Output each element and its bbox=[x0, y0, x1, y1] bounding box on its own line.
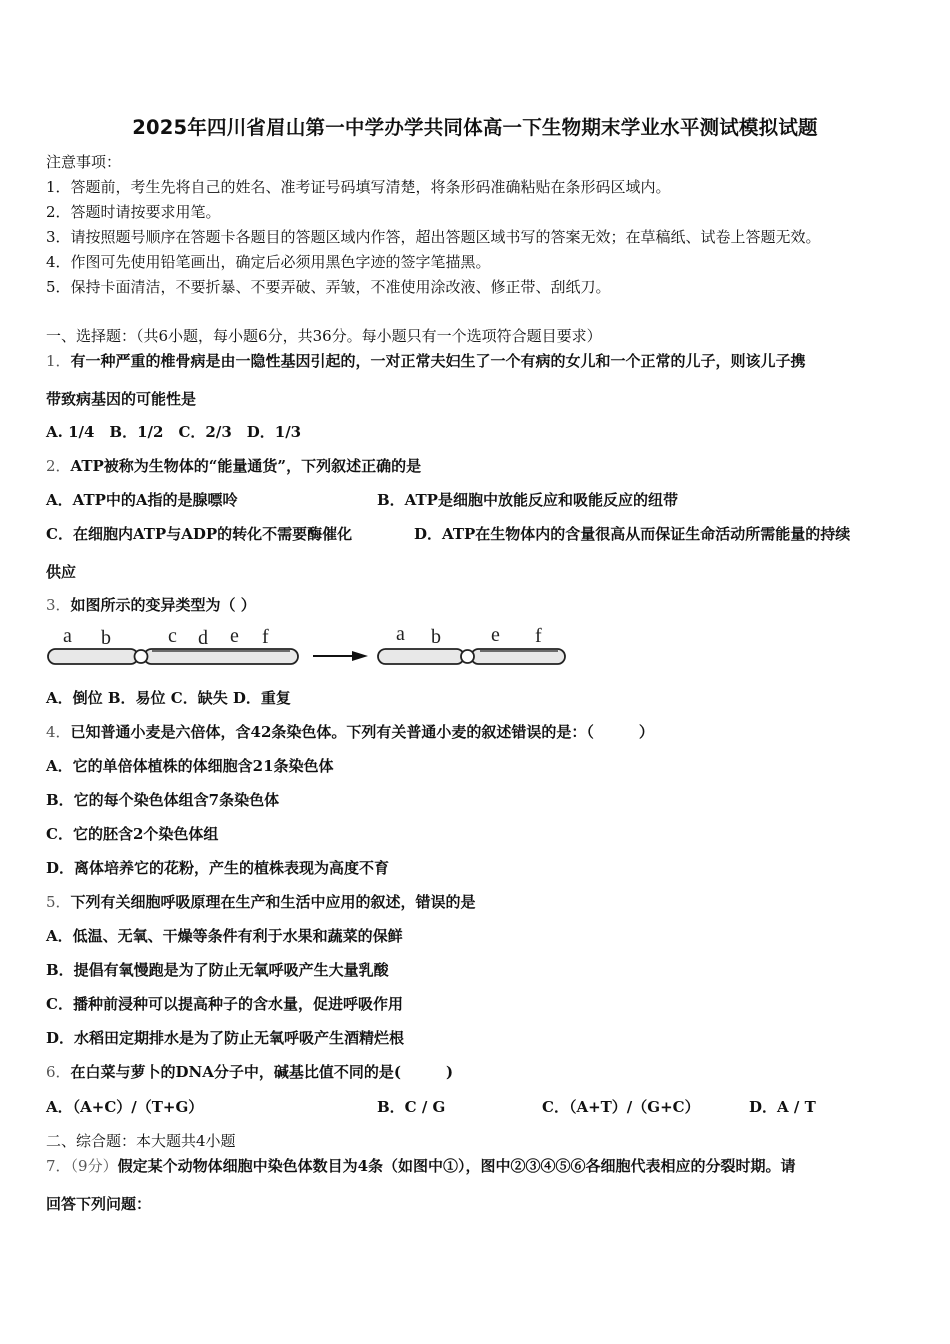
option-d: D．A / T bbox=[749, 1098, 816, 1116]
question-number: 3． bbox=[46, 596, 71, 614]
gene-label: b bbox=[101, 627, 111, 649]
question-number: 1． bbox=[46, 352, 71, 370]
question-stem: ATP被称为生物体的“能量通货”，下列叙述正确的是 bbox=[70, 457, 422, 475]
gene-label: f bbox=[262, 626, 269, 648]
option-c: C．在细胞内ATP与ADP的转化不需要酶催化 bbox=[46, 525, 353, 543]
option-a: A．（A+C）/（T+G） bbox=[46, 1098, 204, 1116]
question-3 bbox=[46, 595, 256, 615]
question-points: （9分） bbox=[70, 1157, 118, 1175]
notice-item: 2．答题时请按要求用笔。 bbox=[46, 203, 221, 221]
gene-label: a bbox=[396, 623, 405, 645]
question-stem: 在白菜与萝卜的DNA分子中，碱基比值不同的是( ) bbox=[70, 1063, 454, 1081]
arrow-icon bbox=[313, 651, 368, 661]
question-number: 2． bbox=[46, 457, 71, 475]
notice-item: 4．作图可先使用铅笔画出，确定后必须用黑色字迹的签字笔描黑。 bbox=[46, 253, 491, 271]
option-a: A．它的单倍体植株的体细胞含21条染色体 bbox=[46, 757, 334, 775]
gene-label: a bbox=[63, 625, 72, 647]
question-stem: 有一种严重的椎骨病是由一隐性基因引起的，一对正常夫妇生了一个有病的女儿和一个正常的儿子，则该儿子携 bbox=[70, 352, 806, 370]
notice-item: 3．请按照题号顺序在答题卡各题目的答题区域内作答，超出答题区域书写的答案无效；在草稿纸、试卷上答题无效。 bbox=[46, 228, 821, 246]
question-number: 4． bbox=[46, 723, 71, 741]
option-d: D．水稻田定期排水是为了防止无氧呼吸产生酒精烂根 bbox=[46, 1029, 405, 1047]
gene-label: e bbox=[491, 624, 500, 646]
gene-label: c bbox=[168, 625, 177, 647]
question-stem: 已知普通小麦是六倍体，含42条染色体。下列有关普通小麦的叙述错误的是：（ ） bbox=[70, 723, 654, 741]
option-c: C．（A+T）/（G+C） bbox=[542, 1098, 700, 1116]
option-a: A．低温、无氧、干燥等条件有利于水果和蔬菜的保鲜 bbox=[46, 927, 403, 945]
notice-item: 5．保持卡面清洁，不要折暴、不要弄破、弄皱，不准使用涂改液、修正带、刮纸刀。 bbox=[46, 278, 611, 296]
gene-label: d bbox=[198, 627, 208, 649]
option-b: B．提倡有氧慢跑是为了防止无氧呼吸产生大量乳酸 bbox=[46, 961, 389, 979]
gene-label: b bbox=[431, 626, 441, 648]
option-b: B．ATP是细胞中放能反应和吸能反应的纽带 bbox=[377, 491, 678, 509]
question-stem-continued: 带致病基因的可能性是 bbox=[46, 390, 197, 408]
notice-item: 1．答题前，考生先将自己的姓名、准考证号码填写清楚，将条形码准确粘贴在条形码区域内。 bbox=[46, 178, 671, 196]
question-7 bbox=[46, 1156, 796, 1176]
question-2 bbox=[46, 456, 421, 476]
section-heading: 二、综合题：本大题共4小题 bbox=[46, 1132, 236, 1150]
question-options: A. 1/4 B．1/2 C．2/3 D．1/3 bbox=[46, 423, 302, 441]
question-number: 5． bbox=[46, 893, 71, 911]
question-stem: 假定某个动物体细胞中染色体数目为4条（如图中①），图中②③④⑤⑥各细胞代表相应的分裂时期。请 bbox=[117, 1157, 796, 1175]
gene-label: e bbox=[230, 625, 239, 647]
option-b: B．C / G bbox=[377, 1098, 446, 1116]
option-c: C．它的胚含2个染色体组 bbox=[46, 825, 219, 843]
option-a: A．ATP中的A指的是腺嘌呤 bbox=[46, 491, 238, 509]
exam-title: 2025年四川省眉山第一中学办学共同体高一下生物期末学业水平测试模拟试题 bbox=[132, 116, 818, 139]
question-number: 7． bbox=[46, 1157, 71, 1175]
option-b: B．它的每个染色体组含7条染色体 bbox=[46, 791, 280, 809]
option-d-continued: 供应 bbox=[46, 563, 77, 581]
question-5 bbox=[46, 892, 476, 912]
question-stem: 下列有关细胞呼吸原理在生产和生活中应用的叙述，错误的是 bbox=[70, 893, 476, 911]
question-number: 6． bbox=[46, 1063, 71, 1081]
question-options: A．倒位 B．易位 C．缺失 D．重复 bbox=[46, 689, 291, 707]
option-d: D．离体培养它的花粉，产生的植株表现为高度不育 bbox=[46, 859, 390, 877]
section-heading: 一、选择题：（共6小题，每小题6分，共36分。每小题只有一个选项符合题目要求） bbox=[46, 327, 602, 345]
question-6 bbox=[46, 1062, 453, 1082]
question-stem: 如图所示的变异类型为（ ） bbox=[70, 596, 256, 614]
notice-heading: 注意事项： bbox=[46, 153, 122, 171]
option-c: C．播种前浸种可以提高种子的含水量，促进呼吸作用 bbox=[46, 995, 403, 1013]
gene-label: f bbox=[535, 625, 542, 647]
question-stem-continued: 回答下列问题： bbox=[46, 1195, 152, 1213]
question-1 bbox=[46, 351, 806, 371]
option-d: D．ATP在生物体内的含量很高从而保证生命活动所需能量的持续 bbox=[414, 525, 851, 543]
question-4 bbox=[46, 722, 654, 742]
chromosome-figure bbox=[40, 622, 580, 674]
